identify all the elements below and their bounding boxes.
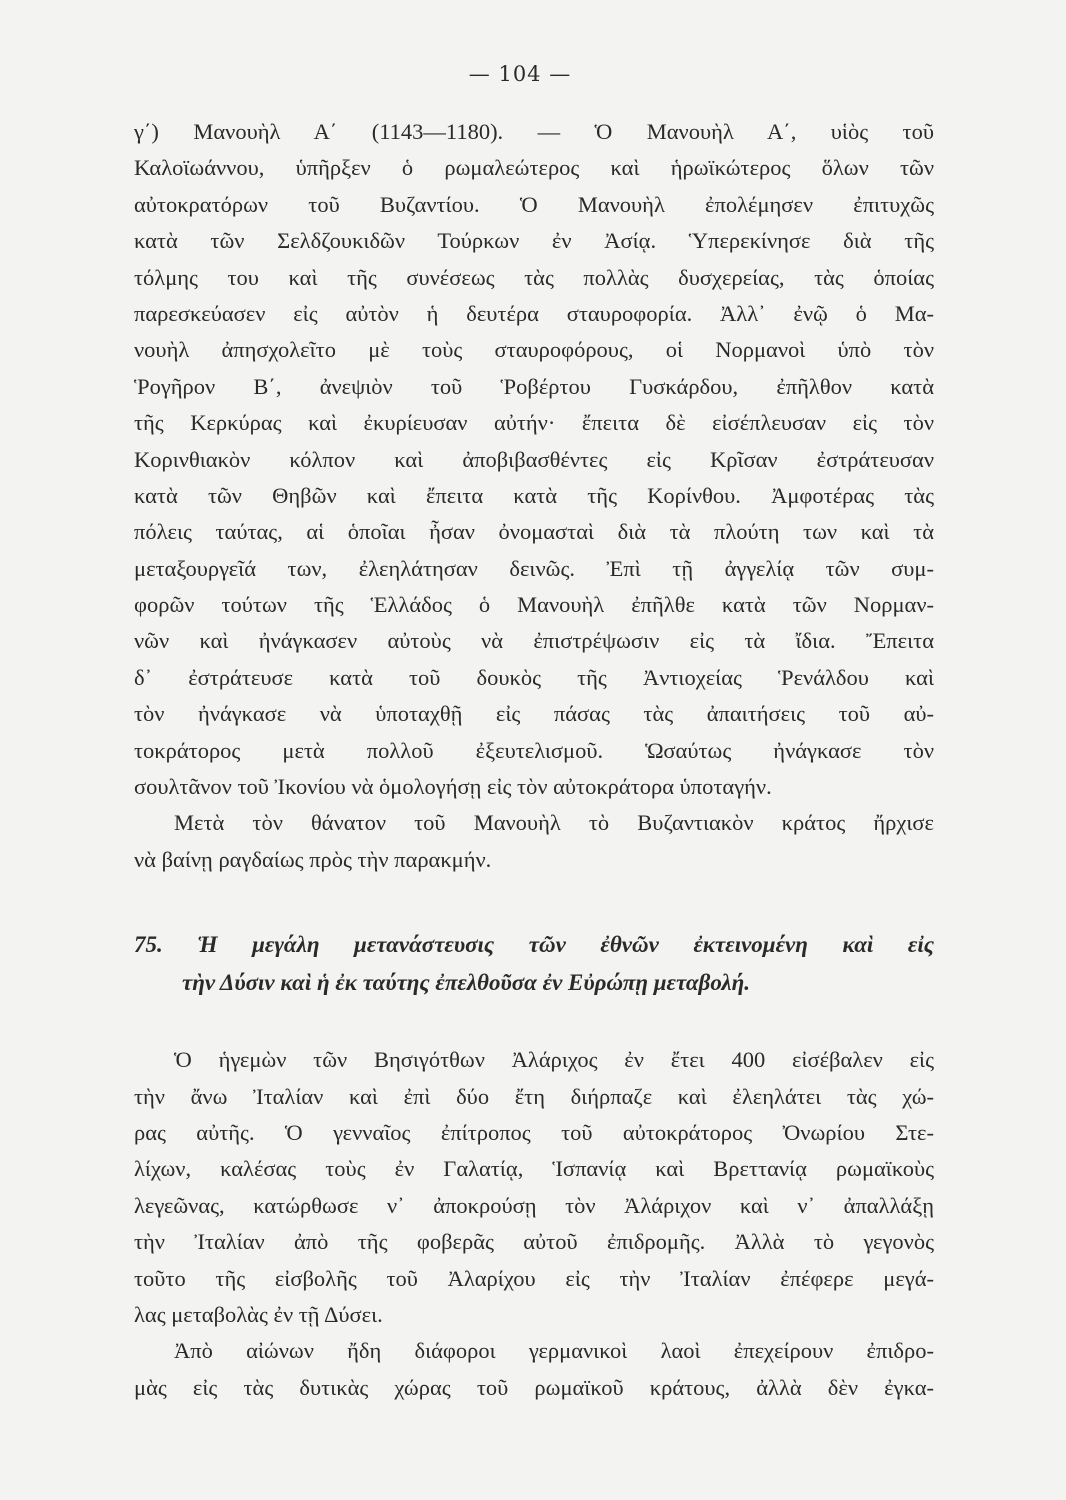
text-line: παρεσκεύασεν εἰς αὐτὸν ἡ δευτέρα σταυροφορία. Ἀλλ᾽ ἐνῷ ὁ Μα-	[134, 300, 934, 326]
text-line: δ᾽ ἐστράτευσε κατὰ τοῦ δουκὸς τῆς Ἀντιοχείας Ῥενάλδου καὶ	[134, 664, 934, 690]
text-line: μὰς εἰς τὰς δυτικὰς χώρας τοῦ ρωμαϊκοῦ κράτους, ἀλλὰ δὲν ἐγκα-	[134, 1374, 934, 1400]
text-line: σουλτᾶνον τοῦ Ἰκονίου νὰ ὁμολογήσῃ εἰς τὸν αὐτοκράτορα ὑποταγήν.	[134, 774, 772, 800]
text-line: Κορινθιακὸν κόλπον καὶ ἀποβιβασθέντες εἰς Κρῖσαν ἐστράτευσαν	[134, 446, 934, 472]
text-line: τῆς Κερκύρας καὶ ἐκυρίευσαν αὐτήν· ἔπειτα δὲ εἰσέπλευσαν εἰς τὸν	[134, 410, 934, 436]
body-text	[134, 114, 934, 1406]
text-line: τὴν Ἰταλίαν ἀπὸ τῆς φοβερᾶς αὐτοῦ ἐπιδρομῆς. Ἀλλὰ τὸ γεγονὸς	[134, 1229, 934, 1255]
text-line: ρας αὐτῆς. Ὁ γενναῖος ἐπίτροπος τοῦ αὐτοκράτορος Ὀνωρίου Στε-	[134, 1119, 934, 1145]
paragraph-germanic-peoples	[134, 1333, 934, 1406]
text-line: φορῶν τούτων τῆς Ἑλλάδος ὁ Μανουὴλ ἐπῆλθε κατὰ τῶν Νορμαν-	[134, 592, 934, 618]
heading-line: 75. Ἡ μεγάλη μετανάστευσις τῶν ἐθνῶν ἐκτεινομένη καὶ εἰς	[134, 932, 934, 958]
text-line: γ΄) Μανουὴλ Α΄ (1143—1180). — Ὁ Μανουὴλ Α΄, υἱὸς τοῦ	[134, 119, 934, 144]
text-line: τὴν ἄνω Ἰταλίαν καὶ ἐπὶ δύο ἔτη διήρπαζε καὶ ἐλεηλάτει τὰς χώ-	[134, 1083, 934, 1109]
text-line: τοῦτο τῆς εἰσβολῆς τοῦ Ἀλαρίχου εἰς τὴν Ἰταλίαν ἐπέφερε μεγά-	[134, 1265, 934, 1291]
page-number: — 104 —	[468, 62, 572, 86]
paragraph-alaric	[134, 1042, 934, 1333]
text-line: μεταξουργεῖά των, ἐλεηλάτησαν δεινῶς. Ἐπὶ τῇ ἀγγελίᾳ τῶν συμ-	[134, 555, 934, 581]
text-line: Μετὰ τὸν θάνατον τοῦ Μανουὴλ τὸ Βυζαντιακὸν κράτος ἤρχισε	[174, 810, 934, 836]
section-heading	[134, 926, 934, 1002]
text-line: κατὰ τῶν Θηβῶν καὶ ἔπειτα κατὰ τῆς Κορίνθου. Ἀμφοτέρας τὰς	[134, 482, 934, 508]
text-line: λίχων, καλέσας τοὺς ἐν Γαλατίᾳ, Ἱσπανίᾳ καὶ Βρεττανίᾳ ρωμαϊκοὺς	[134, 1156, 934, 1182]
text-line: Ὁ ἡγεμὼν τῶν Βησιγότθων Ἀλάριχος ἐν ἔτει 400 εἰσέβαλεν εἰς	[174, 1047, 934, 1073]
paragraph-after-manuel	[134, 805, 934, 878]
text-line: τοκράτορος μετὰ πολλοῦ ἐξευτελισμοῦ. Ὡσαύτως ἠνάγκασε τὸν	[134, 737, 934, 763]
text-line: νῶν καὶ ἠνάγκασεν αὐτοὺς νὰ ἐπιστρέψωσιν εἰς τὰ ἴδια. Ἔπειτα	[134, 628, 934, 654]
text-line: λας μεταβολὰς ἐν τῇ Δύσει.	[134, 1301, 383, 1327]
text-line: Ῥογῆρον Β΄, ἀνεψιὸν τοῦ Ῥοβέρτου Γυσκάρδου, ἐπῆλθον κατὰ	[134, 373, 934, 399]
text-line: λεγεῶνας, κατώρθωσε ν᾽ ἀποκρούσῃ τὸν Ἀλάριχον καὶ ν᾽ ἀπαλλάξῃ	[134, 1192, 934, 1218]
paragraph-manuel	[134, 114, 934, 805]
text-line: αὐτοκρατόρων τοῦ Βυζαντίου. Ὁ Μανουὴλ ἐπολέμησεν ἐπιτυχῶς	[134, 191, 934, 217]
text-line: κατὰ τῶν Σελδζουκιδῶν Τούρκων ἐν Ἀσίᾳ. Ὑπερεκίνησε διὰ τῆς	[134, 228, 934, 254]
text-line: Καλοϊωάννου, ὑπῆρξεν ὁ ρωμαλεώτερος καὶ ἡρωϊκώτερος ὅλων τῶν	[134, 155, 934, 181]
text-line: νὰ βαίνῃ ραγδαίως πρὸς τὴν παρακμήν.	[134, 846, 492, 872]
text-line: τόλμης του καὶ τῆς συνέσεως τὰς πολλὰς δυσχερείας, τὰς ὁποίας	[134, 264, 934, 290]
text-line: πόλεις ταύτας, αἱ ὁποῖαι ἦσαν ὀνομασταὶ διὰ τὰ πλούτη των καὶ τὰ	[134, 519, 934, 545]
text-line: τὸν ἠνάγκασε νὰ ὑποταχθῇ εἰς πάσας τὰς ἀπαιτήσεις τοῦ αὐ-	[134, 701, 934, 727]
text-line: Ἀπὸ αἰώνων ἤδη διάφοροι γερμανικοὶ λαοὶ ἐπεχείρουν ἐπιδρο-	[174, 1338, 934, 1364]
text-line: νουὴλ ἀπησχολεῖτο μὲ τοὺς σταυροφόρους, οἱ Νορμανοὶ ὑπὸ τὸν	[134, 337, 934, 363]
heading-line: τὴν Δύσιν καὶ ἡ ἐκ ταύτης ἐπελθοῦσα ἐν Εὐρώπῃ μεταβολή.	[182, 970, 750, 996]
